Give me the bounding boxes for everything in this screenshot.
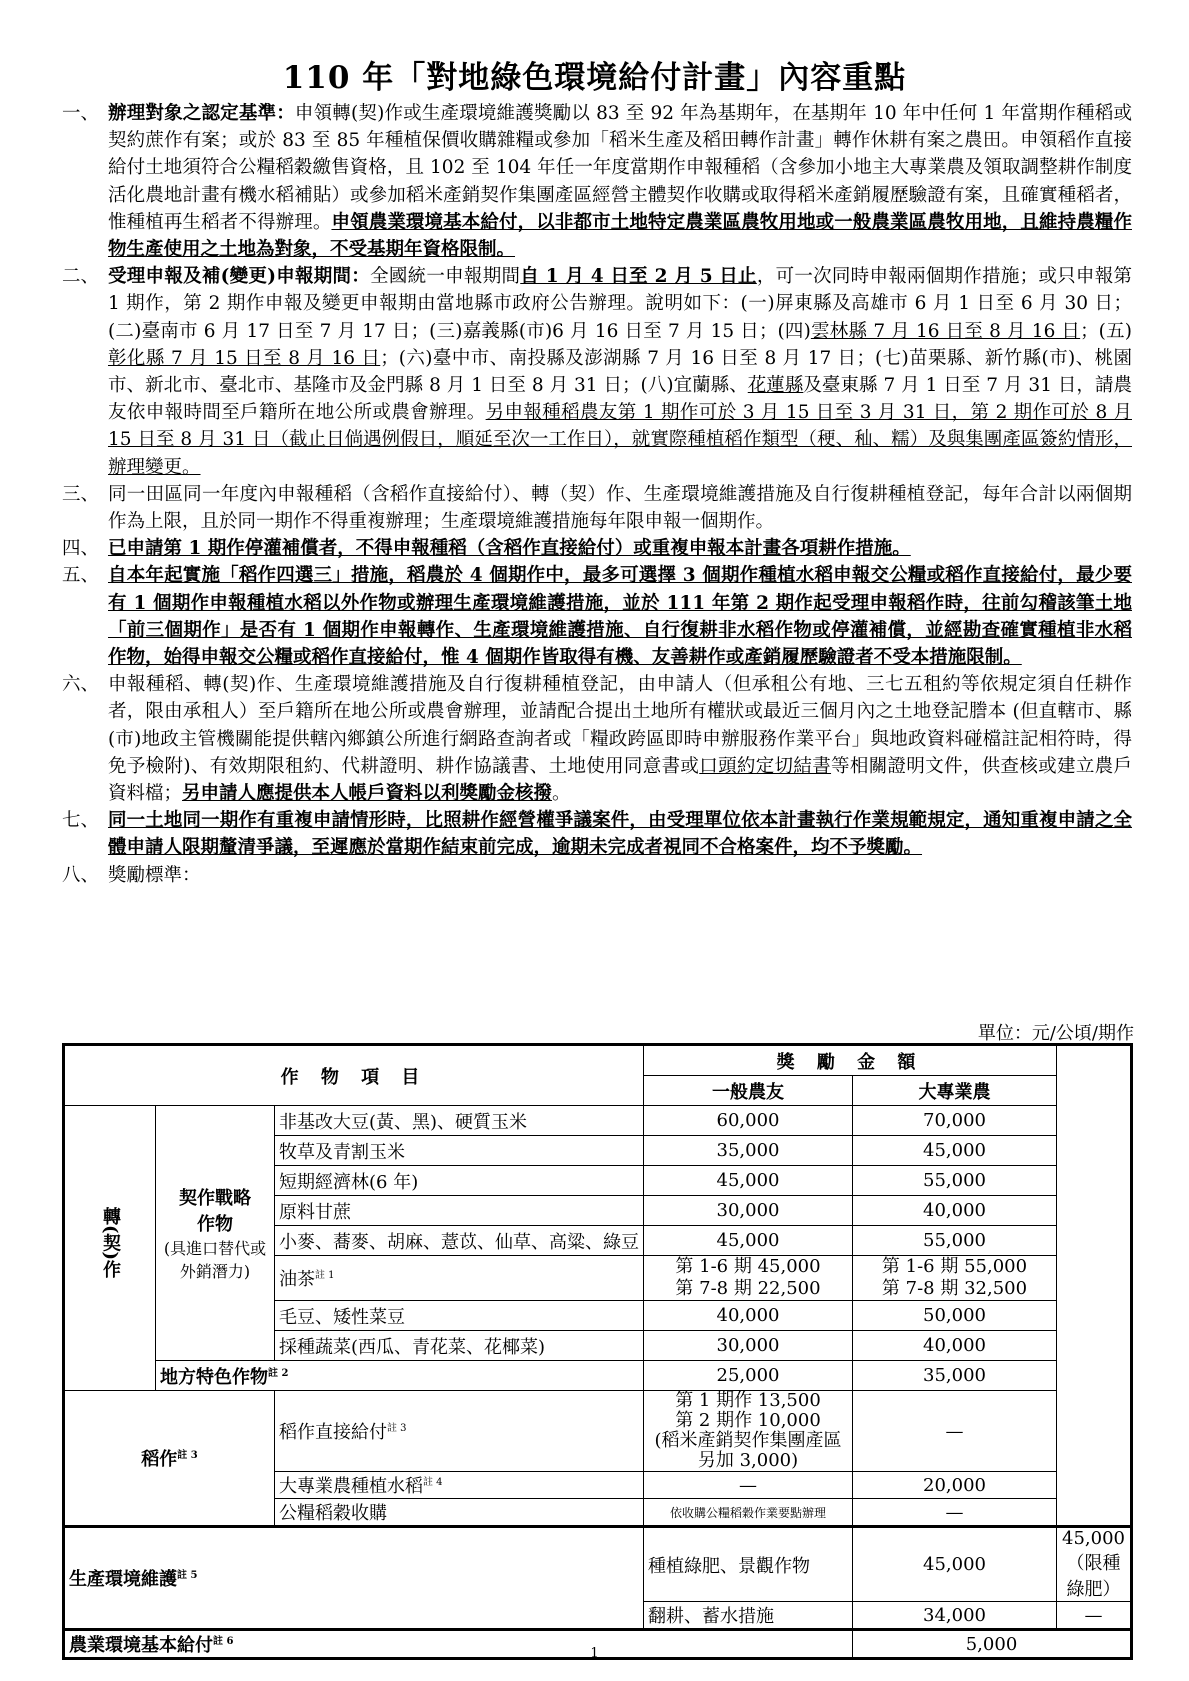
section-text: 申領農業環境基本給付，以非都市土地特定農業區農牧用地或一般農業區農牧用地，且維持農糧作物生產使用之土地為對象，不受基期年資格限制。	[108, 211, 1132, 261]
amount-general: —	[644, 1472, 853, 1499]
section-item	[62, 100, 1132, 263]
section-text: 同一田區同一年度內申報種稻（含稻作直接給付）、轉（契）作、生產環境維護措施及自行復耕種植登記，每年合計以兩個期作為上限，且於同一期作不得重複辦理；生產環境維護措施每年限申報一個期作。	[108, 483, 1132, 533]
amount-pro: 第 1-6 期 55,000 第 7-8 期 32,500	[853, 1256, 1057, 1301]
section-text: 花蓮縣	[747, 375, 804, 397]
section-body	[108, 671, 1132, 807]
amount-general: 35,000	[644, 1136, 853, 1166]
header-general: 一般農友	[644, 1076, 853, 1106]
amount-pro: —	[853, 1499, 1057, 1527]
unit-label: 單位：元/公頃/期作	[977, 1023, 1134, 1044]
crop-name: 稻作直接給付$^{註 3}$	[275, 1391, 644, 1472]
amount-general: 第 1 期作 13,500 第 2 期作 10,000 (稻米產銷契作集團產區 另加 3,000)	[644, 1391, 853, 1472]
section-text: 已申請第 1 期作停灌補償者，不得申報種稻（含稻作直接給付）或重複申報本計畫各項耕作措施。	[108, 538, 911, 560]
section-text: 口頭約定切結書	[699, 755, 832, 777]
section-body	[108, 481, 1132, 535]
section-text: 自 1 月 4 日至 2 月 5 日止	[520, 266, 757, 288]
section-text: 受理申報及補(變更)申報期間：	[108, 266, 371, 288]
strategic-label: 契作戰略作物 (具進口替代或外銷潛力)	[156, 1106, 275, 1361]
env-label: 生產環境維護$^{註 5}$	[64, 1527, 644, 1630]
section-number: 五、	[62, 565, 100, 587]
amount-pro: —	[853, 1391, 1057, 1472]
section-item	[62, 862, 1132, 889]
section-body	[108, 263, 1132, 481]
amount-general: 45,000	[644, 1166, 853, 1196]
crop-name: 短期經濟林(6 年)	[275, 1166, 644, 1196]
section-item	[62, 671, 1132, 807]
section-text: 獎勵標準：	[108, 864, 201, 886]
section-body	[108, 535, 1132, 562]
section-text: ，可一次同時申報兩個期作措施；或只申報第 1 期作，第 2 期作申報及變更申報期由當地縣市政府公告辦理。說明如下：(一)屏東縣及高雄市 6 月 1 日至 6 月 30 日；(二)臺南市 6 月 17 日至 7 月 17 日；(三)嘉義縣(市)6 月 16 日至 7 月 15 日；(四)	[108, 266, 1132, 342]
header-amount: 獎 勵 金 額	[644, 1045, 1057, 1076]
crop-name: 牧草及青割玉米	[275, 1136, 644, 1166]
section-text: 申領轉(契)作或生產環境維護獎勵以 83 至 92 年為基期年，在基期年 10 年中任何 1 年當期作種稻或契約蔗作有案；或於 83 至 85 年種植保價收購雜糧或參加「稻米生產及稻田轉作計畫」轉作休耕有案之農田。申領稻作直接給付土地須符合公糧稻穀繳售資格，且 102 至 104 年任一年度當期作申報種稻（含參加小地主大專業農及領取調整耕作制度活化農地計畫有機水稻補貼）或參加稻米產銷契作集團產區經營主體契作收購或取得稻米產銷履歷驗證有案，且確實種稻者，惟種植再生稻者不得辦理。	[108, 103, 1132, 233]
amount-pro: 45,000（限種綠肥）	[1057, 1527, 1132, 1602]
local-crop: 地方特色作物$^{註 2}$	[156, 1361, 644, 1391]
section-text: 同一土地同一期作有重複申請情形時，比照耕作經營權爭議案件，由受理單位依本計畫執行作業規範規定，通知重複申請之全體申請人限期釐清爭議，至遲應於當期作結束前完成，逾期未完成者視同不合格案件，均不予獎勵。	[108, 810, 1132, 859]
amount-general: 第 1-6 期 45,000 第 7-8 期 22,500	[644, 1256, 853, 1301]
section-text: 辦理對象之認定基準：	[108, 103, 295, 124]
section-body	[108, 862, 1132, 889]
amount-pro: 45,000	[853, 1136, 1057, 1166]
amount-general: 45,000	[644, 1226, 853, 1256]
basic-amount: 5,000	[853, 1630, 1132, 1659]
section-body	[108, 807, 1132, 861]
amount-pro: 50,000	[853, 1301, 1057, 1331]
section-number: 二、	[62, 266, 100, 288]
section-text: 另申報種稻農友第 1 期作可於 3 月 15 日至 3 月 31 日，第 2 期作可於 8 月 15 日至 8 月 31 日（截止日倘遇例假日，順延至次一工作日），就實際種植稻作類型（稉、秈、糯）及與集團產區簽約情形，辦理變更。	[108, 402, 1132, 478]
section-number: 一、	[62, 103, 100, 124]
section-text: 雲林縣 7 月 16 日至 8 月 16 日	[810, 320, 1081, 342]
group-transfer: 轉(契)作	[64, 1106, 156, 1391]
amount-pro: 40,000	[853, 1196, 1057, 1226]
amount-general: 34,000	[853, 1602, 1057, 1630]
section-text: 及臺東縣 7 月 1 日至 7 月 31 日，請農友依申報時間至戶籍所在地公所或農會辦理。	[108, 375, 1132, 424]
section-number: 四、	[62, 538, 100, 560]
section-number: 八、	[62, 864, 100, 886]
amount-general: 40,000	[644, 1301, 853, 1331]
page-number: 1	[590, 1646, 599, 1661]
rice-label: 稻作$^{註 3}$	[64, 1391, 275, 1527]
content-sections	[62, 100, 1132, 889]
section-number: 六、	[62, 674, 100, 696]
header-item: 作 物 項 目	[64, 1045, 644, 1106]
section-text: 。	[552, 783, 571, 805]
amount-pro: —	[1057, 1602, 1132, 1630]
basic-payment: 農業環境基本給付$^{註 6}$	[64, 1630, 853, 1659]
amount-general: 60,000	[644, 1106, 853, 1136]
section-text: 另申請人應提供本人帳戶資料以利獎勵金核撥	[182, 783, 553, 805]
crop-name: 種植綠肥、景觀作物	[644, 1527, 853, 1602]
section-text: 彰化縣 7 月 15 日至 8 月 16 日	[108, 347, 381, 369]
section-item	[62, 807, 1132, 861]
section-text: 等相關證明文件，供查核或建立農戶資料檔；	[108, 755, 1132, 805]
amount-pro: 35,000	[853, 1361, 1057, 1391]
amount-general: 30,000	[644, 1196, 853, 1226]
amount-pro: 55,000	[853, 1226, 1057, 1256]
amount-general: 45,000	[853, 1527, 1057, 1602]
amount-general: 依收購公糧稻穀作業要點辦理	[644, 1499, 853, 1527]
section-number: 七、	[62, 810, 100, 832]
amount-pro: 70,000	[853, 1106, 1057, 1136]
section-text: ；(六)臺中市、南投縣及澎湖縣 7 月 16 日至 8 月 17 日；(七)苗栗縣、新竹縣(市)、桃園市、新北市、臺北市、基隆市及金門縣 8 月 1 日至 8 月 31 日；(八)宜蘭縣、	[108, 347, 1132, 397]
crop-name: 大專業農種植水稻$^{註 4}$	[275, 1472, 644, 1499]
section-item	[62, 263, 1132, 481]
section-item	[62, 562, 1132, 671]
section-number: 三、	[62, 483, 100, 505]
amount-general: 25,000	[644, 1361, 853, 1391]
section-item	[62, 535, 1132, 562]
amount-pro: 40,000	[853, 1331, 1057, 1361]
section-text: ；(五)	[1080, 320, 1132, 342]
amount-pro: 20,000	[853, 1472, 1057, 1499]
section-item	[62, 481, 1132, 535]
section-text: 全國統一申報期間	[370, 266, 521, 288]
crop-name: 原料甘蔗	[275, 1196, 644, 1226]
section-body	[108, 562, 1132, 671]
crop-name: 毛豆、矮性菜豆	[275, 1301, 644, 1331]
crop-name: 翻耕、蓄水措施	[644, 1602, 853, 1630]
crop-name: 小麥、蕎麥、胡麻、薏苡、仙草、高粱、綠豆	[275, 1226, 644, 1256]
section-text: 自本年起實施「稻作四選三」措施，稻農於 4 個期作中，最多可選擇 3 個期作種植水稻申報交公糧或稻作直接給付，最少要有 1 個期作申報種植水稻以外作物或辦理生產環境維護措施，並於 111 年第 2 期作起受理申報稻作時，往前勾稽該筆土地「前三個期作」是否有 1 個期作申報轉作、生產環境維護措施、自行復耕非水稻作物或停灌補償，並經勘查確實種植非水稻作物，始得申報交公糧或稻作直接給付，惟 4 個期作皆取得有機、友善耕作或產銷履歷驗證者不受本措施限制。	[108, 565, 1132, 669]
header-pro: 大專業農	[853, 1076, 1057, 1106]
crop-name: 油茶$^{註 1}$	[275, 1256, 644, 1301]
amount-general: 30,000	[644, 1331, 853, 1361]
crop-name: 採種蔬菜(西瓜、青花菜、花椰菜)	[275, 1331, 644, 1361]
reward-table	[62, 1043, 1133, 1660]
amount-pro: 55,000	[853, 1166, 1057, 1196]
crop-name: 非基改大豆(黃、黑)、硬質玉米	[275, 1106, 644, 1136]
page-title: 110 年「對地綠色環境給付計畫」內容重點	[282, 60, 907, 96]
crop-name: 公糧稻穀收購	[275, 1499, 644, 1527]
section-body	[108, 100, 1132, 263]
section-text: 申報種稻、轉(契)作、生產環境維護措施及自行復耕種植登記，由申請人（但承租公有地、三七五租約等依規定須自任耕作者，限由承租人）至戶籍所在地公所或農會辦理，並請配合提出土地所有權狀或最近三個月內之土地登記謄本 (但直轄市、縣(市)地政主管機關能提供轄內鄉鎮公所進行網路查詢者或「糧政跨區即時申辦服務作業平台」與地政資料碰檔註記相符時，得免予檢附)、有效期限租約、代耕證明、耕作協議書、土地使用同意書或	[108, 674, 1132, 777]
